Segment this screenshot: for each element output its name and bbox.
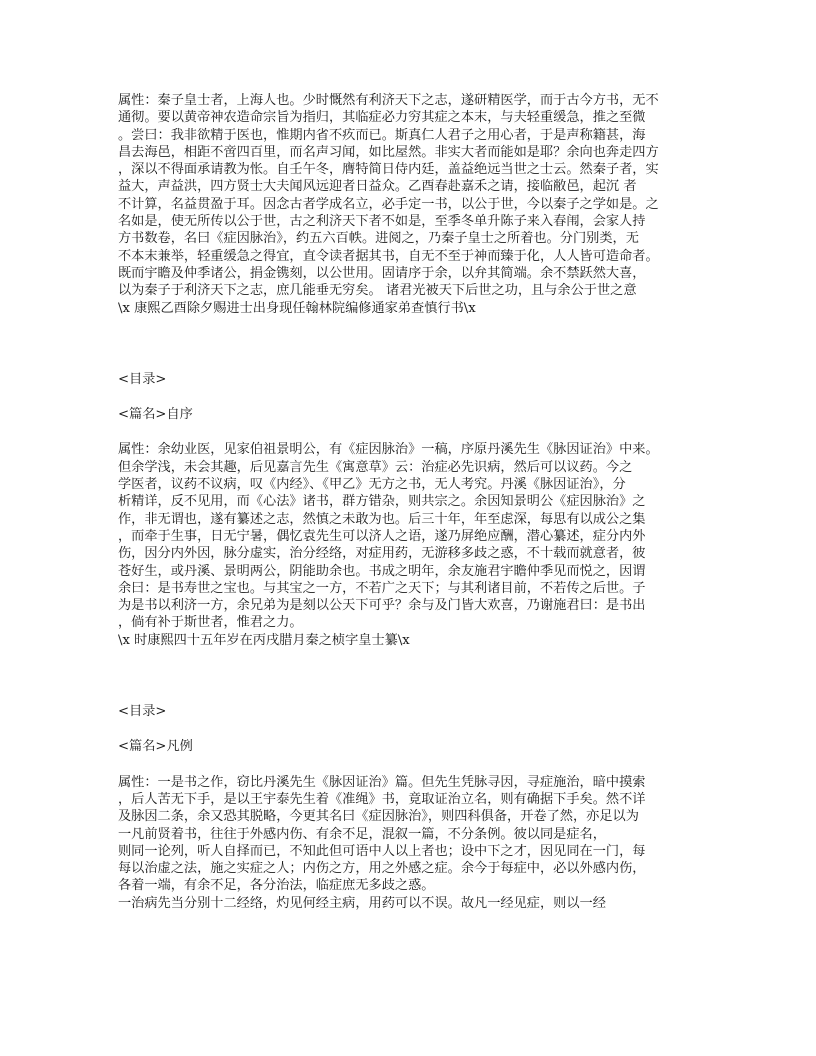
preface-block — [118, 92, 702, 317]
toc-label: <目录> — [118, 371, 167, 387]
text-line: 既而宇瞻及仲季诸公，捐金镌刻，以公世用。固请序于余，以弁其简端。余不禁跃然大喜， — [118, 265, 646, 281]
signature-line: \x 时康熙四十五年岁在丙戌腊月秦之桢字皇士纂\x — [118, 632, 410, 648]
text-line: 但余学浅，未会其趣，后见嘉言先生《寓意草》云：治症必先识病，然后可以议药。今之 — [118, 459, 633, 475]
text-line: 属性：一是书之作，窃比丹溪先生《脉因证治》篇。但先生凭脉寻因，寻症施治，暗中摸索 — [118, 774, 646, 790]
text-line: 各着一端，有余不足，各分治法，临症庶无多歧之惑。 — [118, 878, 435, 894]
text-line: 及脉因二条，余又恐其脱略，今更其名曰《症因脉治》，则四科俱备，开卷了然，亦足以为 — [118, 809, 639, 825]
text-line: 则同一论列，听人自择而已，不知此但可语中人以上者也；设中下之才，因见同在一门，每 — [118, 843, 646, 859]
text-line: 作，非无谓也，遂有纂述之志，然慎之未敢为也。后三十年，年至虑深，每思有以成公之集 — [118, 511, 646, 527]
text-line: 通彻。要以黄帝神农造命宗旨为指归，其临症必力穷其症之本末，与夫轻重缓急，推之至微 — [118, 110, 646, 126]
text-line: 方书数卷，名曰《症因脉治》，约五六百帙。进阅之，乃秦子皇士之所着也。分门别类，无 — [118, 231, 639, 247]
text-line: 不计算，名益贯盈于耳。因念古者学成名立，必手定一书，以公于世，今以秦子之学如是。之 — [118, 196, 659, 212]
text-line: 不本末兼举，轻重缓急之得宜，直令读者据其书，自无不至于神而臻于化，人人皆可造命者。 — [118, 248, 659, 264]
text-line: 属性：余幼业医，见家伯祖景明公，有《症因脉治》一稿，序原丹溪先生《脉因证治》中来。 — [118, 442, 659, 458]
text-line: ，后人苦无下手，是以王宇泰先生着《准绳》书，竟取证治立名，则有确据下手矣。然不详 — [118, 791, 646, 807]
text-line: 昌去海邑，相距不啻四百里，而名声习闻，如比屋然。非实大者而能如是耶？余向也奔走四方 — [118, 144, 659, 160]
general-rules-block — [118, 774, 702, 912]
text-line: 析精详，反不见用，而《心法》诸书，群方错杂，则共宗之。余因知景明公《症因脉治》之 — [118, 494, 646, 510]
chapter-title: <篇名>凡例 — [118, 739, 193, 755]
text-line: 一治病先当分别十二经络，灼见何经主病，用药可以不误。故凡一经见症，则以一经 — [118, 895, 606, 911]
text-line: 苍好生，或丹溪、景明两公，阴能助余也。书成之明年，余友施君宇瞻仲季见而悦之，因谓 — [118, 563, 646, 579]
text-line: 为是书以利济一方，余兄弟为是刻以公天下可乎？余与及门皆大欢喜，乃谢施君曰：是书出 — [118, 598, 646, 614]
text-line: 余曰：是书寿世之宝也。与其宝之一方，不若广之天下；与其利诸目前，不若传之后世。子 — [118, 580, 646, 596]
signature-line: \x 康熙乙酉除夕赐进士出身现任翰林院编修通家弟查慎行书\x — [118, 300, 476, 316]
text-line: 益大，声益洪，四方贤士大夫闻风远迎者日益众。乙酉春赴嘉禾之请，接临敝邑，起沉 者 — [118, 179, 637, 195]
text-line: 学医者，议药不议病，叹《内经》、《甲乙》无方之书，无人考究。丹溪《脉因证治》，分 — [118, 477, 626, 493]
text-line: 。尝曰：我非欲精于医也，惟期内省不疚而已。斯真仁人君子之用心者，于是声称籍甚，海 — [118, 127, 646, 143]
text-line: ，而牵于生事，日无宁暑，偶忆袁先生可以济人之语，遂乃屏绝应酬，潜心纂述，症分内外 — [118, 528, 646, 544]
text-line: 每以治虚之法，施之实症之人；内伤之方，用之外感之症。余今于每症中，必以外感内伤， — [118, 861, 646, 877]
text-line: 伤，因分内外因，脉分虚实，治分经络，对症用药，无游移多歧之惑，不十载而就意者，彼 — [118, 546, 646, 562]
text-line: ，深以不得面承请教为怅。自壬午冬，膺特简日侍内廷，盖益绝远当世之士云。然秦子者，实 — [118, 162, 659, 178]
text-line: 名如是，使无所传以公于世，古之利济天下者不如是，至季冬单升陈子来入春闱，会家人持 — [118, 214, 646, 230]
chapter-title: <篇名>自序 — [118, 407, 193, 423]
self-preface-block — [118, 441, 702, 649]
text-line: 属性：秦子皇士者，上海人也。少时慨然有利济天下之志，遂研精医学，而于古今方书，无不 — [118, 93, 659, 108]
text-line: 以为秦子于利济天下之志，庶几能垂无穷矣。 诸君光被天下后世之功，且与余公于世之意 — [118, 283, 637, 299]
document-page — [118, 92, 702, 912]
text-line: 一凡前贤着书，往往于外感内伤、有余不足，混叙一篇，不分条例。彼以同是症名， — [118, 826, 606, 842]
toc-label: <目录> — [118, 704, 167, 720]
text-line: ，倘有补于斯世者，惟君之力。 — [118, 615, 303, 631]
